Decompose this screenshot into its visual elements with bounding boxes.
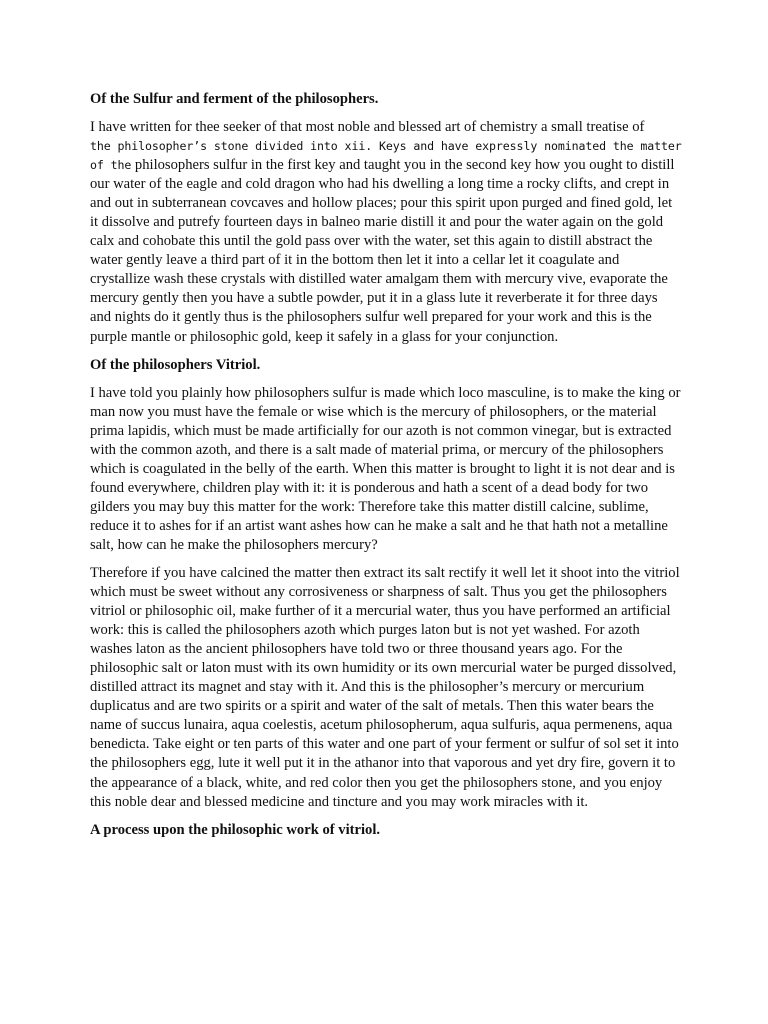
paragraph-vitriol-2: Therefore if you have calcined the matter then extract its salt rectify it well let it shoot into the vitriol which must be sweet without any corrosiveness or sharpness of salt. Thus you get the philosophers vitriol or philosophic oil, make further of it a mercurial water, thus you have performed an artificial work: this is called the philosophers azoth which purges laton but is not yet washed. For azoth washes laton as the ancient philosophers have told two or three thousand years ago. For the philosophic salt or laton must with its own humidity or its own mercurial water be purged dissolved, distilled attract its magnet and stay with it. And this is the philosopher’s mercury or mercurium duplicatus and are two spirits or a spirit and water of the salt of metals. Then this water bears the name of succus lunaira, aqua coelestis, acetum philosopherum, aqua sulfuris, aqua permenens, aqua benedicta. Take eight or ten parts of this water and one part of your ferment or sulfur of sol set it into the philosophers egg, lute it well put it in the athanor into that vaporous and yet dry fire, govern it to the appearance of a black, white, and red color then you get the philosophers stone, and you enjoy this noble dear and blessed medicine and tincture and you may work miracles with it. — [90, 564, 680, 810]
section-heading-vitriol: Of the philosophers Vitriol. — [90, 356, 261, 373]
paragraph-sulfur — [90, 118, 682, 347]
paragraph-sulfur-text-2: the philosopher’s stone divided into xii. Keys and have expressly nominated the matter of the — [90, 139, 682, 173]
section-heading-process: A process upon the philosophic work of vitriol. — [90, 821, 381, 838]
paragraph-vitriol-1: I have told you plainly how philosophers sulfur is made which loco masculine, is to make the king or man now you must have the female or wise which is the mercury of philosophers, or the material prima lapidis, which must be made artificially for our azoth is not common vinegar, but is extracted with the common azoth, and there is a salt made of material prima, or mercury of the philosophers which is coagulated in the belly of the earth. When this matter is brought to light it is not dear and is found everywhere, children play with it: it is ponderous and hath a scent of a dead body for two gilders you may buy this matter for the work: Therefore take this matter distill calcine, sublime, reduce it to ashes for if an artist want ashes how can he make a salt and he that hath not a metalline salt, how can he make the philosophers mercury? — [90, 384, 681, 553]
paragraph-sulfur-text-1: I have written for thee seeker of that most noble and blessed art of chemistry a small treatise of — [90, 119, 645, 135]
paragraph-sulfur-text-3: philosophers sulfur in the first key and taught you in the second key how you ought to distill our water of the eagle and cold dragon who had his dwelling a long time a rocky clifts, and crept in and out in subterranean covcaves and hollow places; pour this spirit upon purged and fined gold, let it dissolve and putrefy fourteen days in balneo marie distill it and pour the water again on the gold calx and cohobate this until the gold pass over with the water, set this again to distill abstract the water gently leave a third part of it in the bottom then let it into a cellar let it coagulate and crystallize wash these crystals with distilled water amalgam them with mercury vive, evaporate the mercury gently then you have a subtle powder, put it in a glass lute it reverberate it for three days and nights do it gently thus is the philosophers sulfur well prepared for your work and this is the purple mantle or philosophic gold, keep it safely in a glass for your conjunction. — [90, 157, 675, 345]
section-heading-sulfur: Of the Sulfur and ferment of the philosophers. — [90, 91, 379, 107]
